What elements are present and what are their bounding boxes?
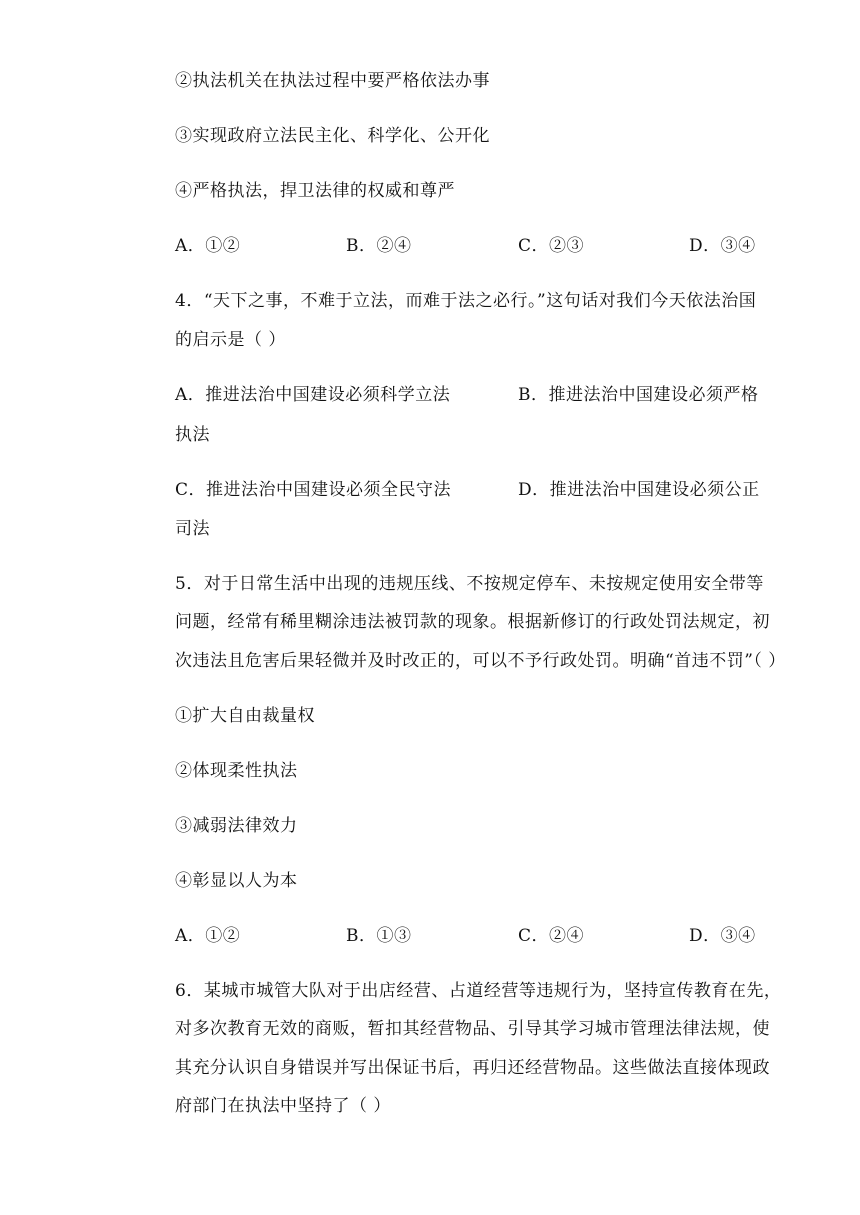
- q5-statement-4: ④彰显以人为本: [175, 871, 298, 891]
- q3-option-a: A．①②: [175, 236, 241, 256]
- q4-option-c: C．推进法治中国建设必须全民守法: [175, 480, 452, 500]
- q4-option-b-cont: 执法: [175, 425, 210, 445]
- q5-option-a: A．①②: [175, 926, 241, 946]
- q6-stem-line-2: 对多次教育无效的商贩，暂扣其经营物品、引导其学习城市管理法律法规，使: [175, 1019, 770, 1039]
- q3-option-d: D．③④: [689, 236, 756, 256]
- q6-stem-line-3: 其充分认识自身错误并写出保证书后，再归还经营物品。这些做法直接体现政: [175, 1058, 770, 1078]
- q5-option-c: C．②④: [518, 926, 585, 946]
- q3-statement-4: ④严格执法，捍卫法律的权威和尊严: [175, 181, 455, 201]
- q4-option-d: D．推进法治中国建设必须公正: [518, 480, 760, 500]
- q3-statement-2: ②执法机关在执法过程中要严格依法办事: [175, 71, 490, 91]
- q5-option-d: D．③④: [689, 926, 756, 946]
- q5-statement-2: ②体现柔性执法: [175, 761, 298, 781]
- q5-statement-1: ①扩大自由裁量权: [175, 706, 315, 726]
- q4-option-a: A．推进法治中国建设必须科学立法: [175, 385, 451, 405]
- q4-option-b: B．推进法治中国建设必须严格: [518, 385, 759, 405]
- q4-stem-line-2: 的启示是（ ）: [175, 330, 286, 350]
- q5-stem-line-2: 问题，经常有稀里糊涂违法被罚款的现象。根据新修订的行政处罚法规定，初: [175, 612, 770, 632]
- q4-option-d-cont: 司法: [175, 519, 210, 539]
- q5-option-b: B．①③: [346, 926, 412, 946]
- q6-stem-line-1: 6．某城市城管大队对于出店经营、占道经营等违规行为，坚持宣传教育在先，: [175, 981, 782, 1001]
- q5-stem-line-1: 5．对于日常生活中出现的违规压线、不按规定停车、未按规定使用安全带等: [175, 574, 764, 594]
- q4-stem-line-1: 4．“天下之事，不难于立法，而难于法之必行。”这句话对我们今天依法治国: [175, 291, 757, 311]
- q5-stem-line-3: 次违法且危害后果轻微并及时改正的，可以不予行政处罚。明确“首违不罚”（ ）: [175, 651, 786, 671]
- q3-option-c: C．②③: [518, 236, 585, 256]
- q3-statement-3: ③实现政府立法民主化、科学化、公开化: [175, 126, 490, 146]
- q3-option-b: B．②④: [346, 236, 412, 256]
- q6-stem-line-4: 府部门在执法中坚持了（ ）: [175, 1096, 391, 1116]
- q5-statement-3: ③减弱法律效力: [175, 816, 298, 836]
